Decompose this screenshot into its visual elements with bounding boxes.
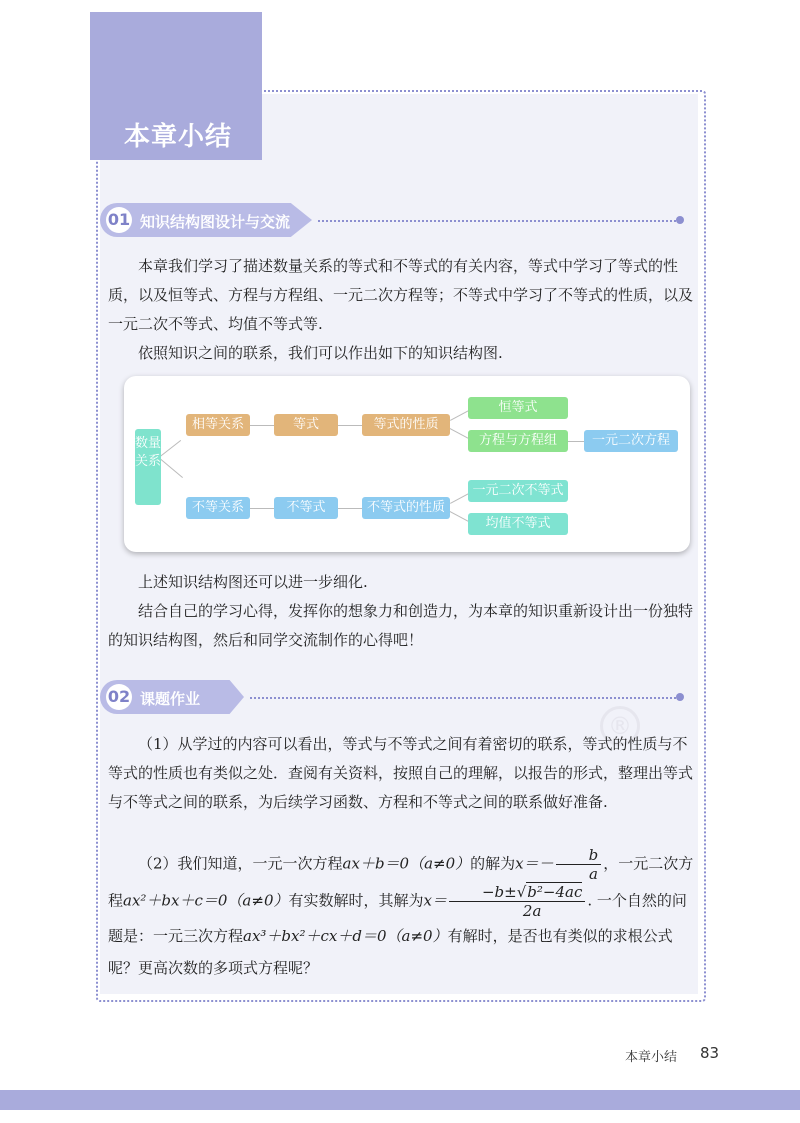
connector-equation-property (338, 425, 362, 426)
node-mean-inequality: 均值不等式 (468, 513, 568, 535)
connector-equal-equation (250, 425, 274, 426)
discriminant: b²−4ac (527, 883, 583, 901)
section-01-paragraph-1: 本章我们学习了描述数量关系的等式和不等式的有关内容，等式中学习了等式的性质，以及恒等式、方程与方程组、一元二次方程等；不等式中学习了不等式的性质，以及一元二次不等式、均值不等式等. (108, 257, 694, 333)
section-01-divider (318, 220, 676, 222)
footer-chapter-label: 本章小结 (625, 1050, 678, 1065)
node-quantity-relation: 数量关系 (135, 429, 161, 505)
linear-solution-lhs: x＝－ (515, 854, 554, 873)
fraction-denominator: a (588, 865, 598, 883)
text-segment: . 一个自然的问题是：一元三次方程 (108, 891, 687, 945)
node-equations-system: 方程与方程组 (468, 430, 568, 452)
numerator-prefix: −b± (481, 883, 517, 901)
connector-inequality-property (338, 508, 362, 509)
node-equal-relation: 相等关系 (186, 414, 250, 436)
knowledge-structure-diagram (124, 376, 690, 552)
section-01-paragraph-2: 依照知识之间的联系，我们可以作出如下的知识结构图. (138, 344, 503, 362)
fraction-numerator: −b±√b²−4ac (449, 883, 585, 902)
node-equation-property: 等式的性质 (362, 414, 450, 436)
quadratic-formula-fraction (449, 883, 585, 920)
text-segment: ，一元二次方程 (108, 854, 694, 910)
page-number: 83 (700, 1044, 720, 1062)
fraction-numerator: b (556, 846, 602, 865)
section-01-title: 知识结构图设计与交流 (140, 213, 291, 231)
cubic-equation: ax³＋bx²＋cx＋d＝0（a≠0） (243, 927, 448, 945)
node-inequality: 不等式 (274, 497, 338, 519)
section-02-paragraph-2 (108, 846, 696, 984)
linear-solution-fraction (556, 846, 602, 883)
section-01-paragraph-4: 结合自己的学习心得，发挥你的想象力和创造力，为本章的知识重新设计出一份独特的知识结构图，然后和同学交流制作的心得吧！ (108, 602, 694, 649)
node-quadratic-equation: 一元二次方程 (584, 430, 678, 452)
section-02-divider-dot (676, 693, 684, 701)
text-segment: 有解时，是否也有类似的求根公式呢？更高次数的多项式方程呢？ (108, 927, 673, 977)
node-equation: 等式 (274, 414, 338, 436)
bottom-bar (0, 1090, 800, 1110)
node-quadratic-inequality: 一元二次不等式 (468, 480, 568, 502)
node-identity: 恒等式 (468, 397, 568, 419)
section-01-paragraph-3: 上述知识结构图还可以进一步细化. (138, 573, 368, 591)
chapter-summary-title: 本章小结 (124, 122, 233, 152)
connector-unequal-inequality (250, 508, 274, 509)
section-02-divider (250, 697, 676, 699)
text-segment: （2）我们知道，一元一次方程 (138, 854, 343, 873)
node-inequality-property: 不等式的性质 (362, 497, 450, 519)
section-02-number: 02 (106, 684, 132, 710)
linear-equation: ax＋b＝0（a≠0） (342, 854, 471, 873)
registered-watermark: ® (600, 706, 640, 746)
section-02-title: 课题作业 (140, 690, 201, 708)
quadratic-solution-lhs: x＝ (423, 891, 447, 910)
text-segment: 有实数解时，其解为 (288, 891, 424, 910)
node-unequal-relation: 不等关系 (186, 497, 250, 519)
section-01-divider-dot (676, 216, 684, 224)
section-02-paragraph-1: （1）从学过的内容可以看出，等式与不等式之间有着密切的联系，等式的性质与不等式的性质也有类似之处．查阅有关资料，按照自己的理解，以报告的形式，整理出等式与不等式之间的联系，为后续学习函数、方程和不等式之间的联系做好准备. (108, 735, 694, 811)
quadratic-equation: ax²＋bx＋c＝0（a≠0） (123, 891, 289, 910)
connector-system-quadratic (568, 441, 584, 442)
section-01-number: 01 (106, 207, 132, 233)
fraction-denominator: 2a (522, 902, 542, 920)
text-segment: 的解为 (470, 854, 516, 873)
